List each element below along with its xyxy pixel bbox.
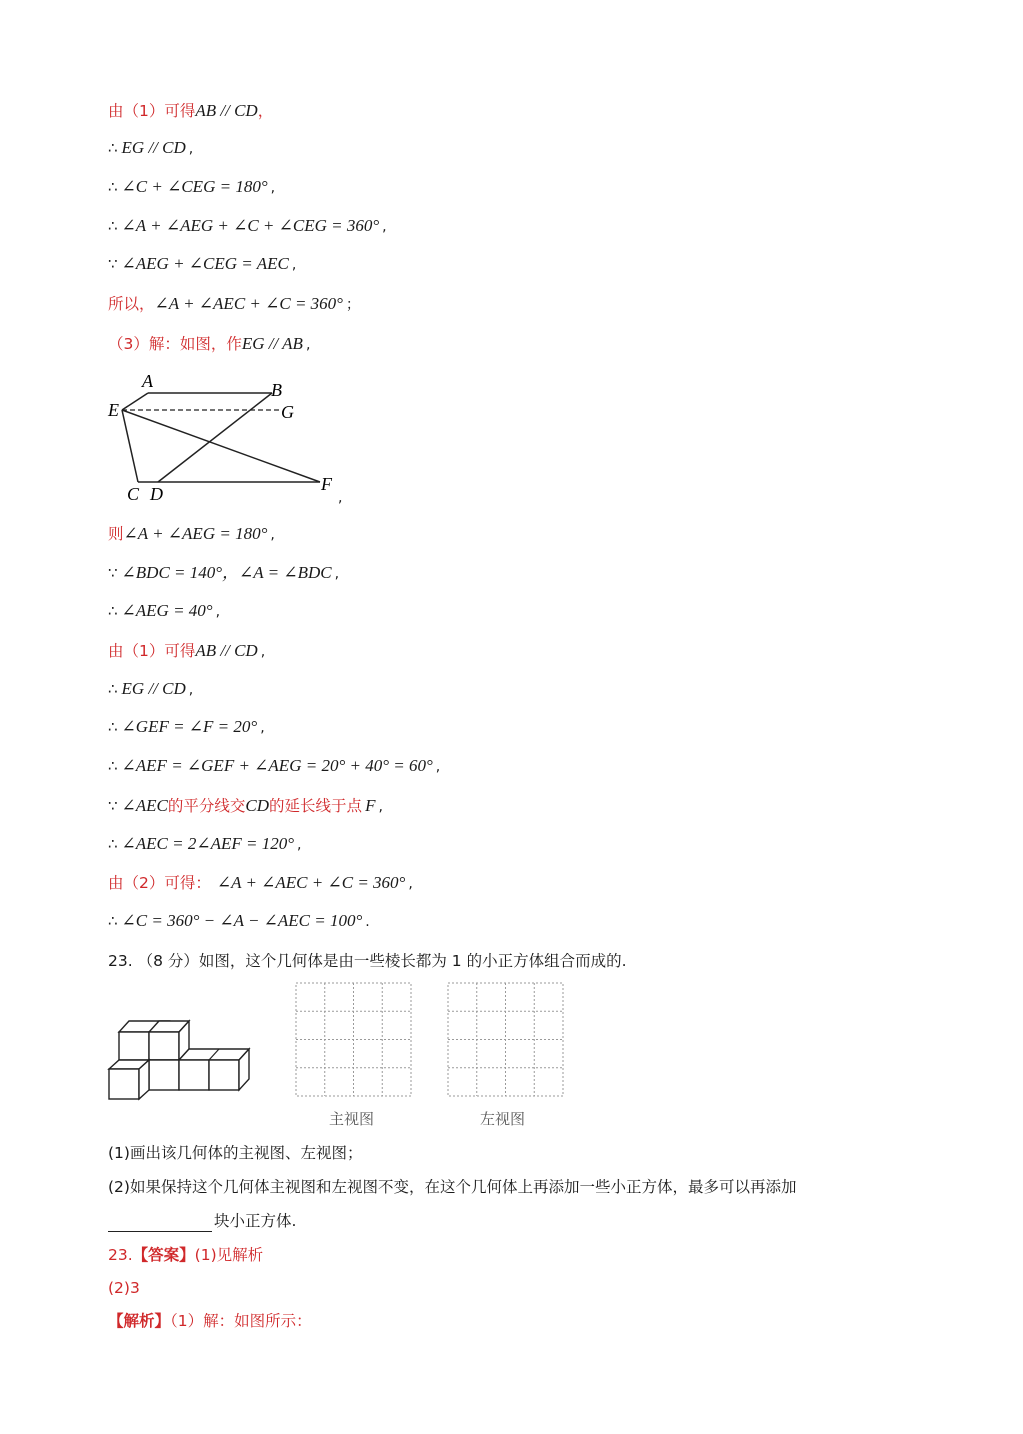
- sub-question-2-continued: 块小正方体.: [108, 1210, 296, 1232]
- proof-line: 由（1）可得AB // CD ,: [108, 641, 266, 660]
- proof-line: ∴ ∠A + ∠AEG + ∠C + ∠CEG = 360° ,: [108, 216, 387, 235]
- point-label-F: F: [321, 474, 332, 494]
- proof-line: ∴ EG // CD ,: [108, 679, 194, 698]
- point-label-B: B: [271, 380, 282, 400]
- answer-line: 23.【答案】(1)见解析: [108, 1246, 264, 1264]
- answer-blank: [108, 1215, 212, 1232]
- left-view-caption: 左视图: [480, 1110, 526, 1128]
- cube-solid-figure: [100, 1012, 260, 1112]
- point-label-G: G: [281, 402, 294, 422]
- segment-EC: [122, 410, 138, 482]
- front-view-grid: [295, 982, 413, 1098]
- answer-line-2: (2)3: [108, 1279, 140, 1297]
- front-view-caption: 主视图: [329, 1110, 375, 1128]
- sub-question-1: (1)画出该几何体的主视图、左视图；: [108, 1144, 363, 1162]
- figure-comma: ,: [338, 490, 343, 506]
- proof-line: ∴ EG // CD ,: [108, 138, 194, 157]
- point-label-E: E: [108, 400, 119, 420]
- proof-line: ∴ ∠GEF = ∠F = 20° ,: [108, 717, 265, 736]
- sub-question-2: (2)如果保持这个几何体主视图和左视图不变，在这个几何体上再添加一些小正方体，最多可以再添加: [108, 1178, 797, 1196]
- proof-line: ∴ ∠C = 360° − ∠A − ∠AEC = 100° .: [108, 911, 370, 930]
- point-label-D: D: [150, 484, 163, 504]
- analysis-line: 【解析】（1）解：如图所示：: [108, 1312, 312, 1330]
- proof-line: ∵ ∠AEC的平分线交CD的延长线于点 F ,: [108, 796, 383, 815]
- proof-line: ∴ ∠AEC = 2∠AEF = 120° ,: [108, 834, 302, 853]
- proof-line: 所以，∠A + ∠AEC + ∠C = 360° ；: [108, 294, 360, 313]
- proof-line: 由（2）可得： ∠A + ∠AEC + ∠C = 360° ,: [108, 873, 413, 892]
- proof-line: ∴ ∠C + ∠CEG = 180° ,: [108, 177, 276, 196]
- segment-BD: [158, 393, 272, 482]
- proof-line: 由（1）可得AB // CD，: [108, 101, 274, 120]
- point-label-C: C: [127, 484, 140, 504]
- proof-line: 则∠A + ∠AEG = 180° ,: [108, 524, 275, 543]
- proof-line: ∵ ∠AEG + ∠CEG = AEC ,: [108, 254, 297, 273]
- left-view-grid: [447, 982, 565, 1098]
- geometry-figure: [100, 368, 360, 513]
- segment-EA: [122, 393, 148, 410]
- question-title: 23. （8 分）如图，这个几何体是由一些棱长都为 1 的小正方体组合而成的.: [108, 952, 627, 970]
- proof-line: ∴ ∠AEF = ∠GEF + ∠AEG = 20° + 40° = 60° ,: [108, 756, 441, 775]
- proof-line: （3）解：如图，作EG // AB ,: [108, 334, 311, 353]
- proof-line: ∴ ∠AEG = 40° ,: [108, 601, 221, 620]
- proof-line: ∵ ∠BDC = 140°，∠A = ∠BDC ,: [108, 563, 340, 582]
- point-label-A: A: [142, 371, 153, 391]
